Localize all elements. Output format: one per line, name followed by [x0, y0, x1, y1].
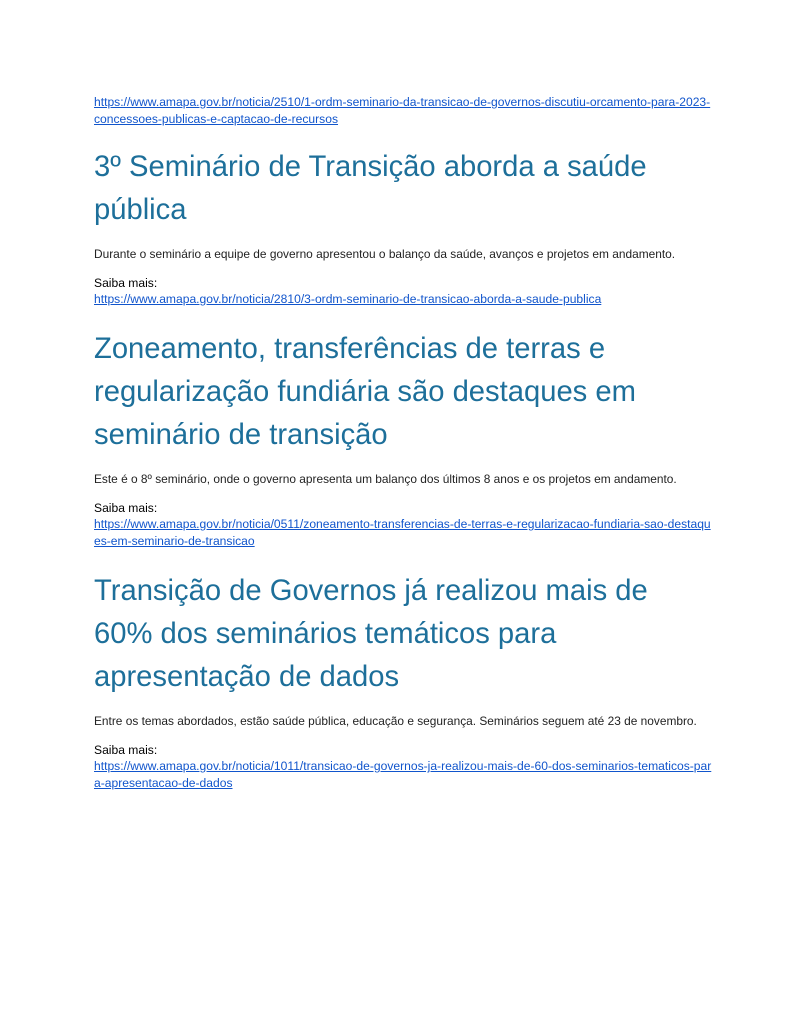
article-title: Transição de Governos já realizou mais de 60% dos seminários temáticos para apresentação de dados [94, 575, 648, 693]
article-seminarios [94, 570, 714, 792]
document-content [94, 94, 714, 792]
article-description: Durante o seminário a equipe de governo apresentou o balanço da saúde, avanços e projetos em andamento. [94, 247, 676, 261]
article-link[interactable]: https://www.amapa.gov.br/noticia/2810/3-ordm-seminario-de-transicao-aborda-a-saude-publica [94, 292, 602, 306]
article-description: Entre os temas abordados, estão saúde pública, educação e segurança. Seminários seguem até 23 de novembro. [94, 714, 697, 728]
saiba-mais-label: Saiba mais: [94, 743, 158, 757]
article-title: 3º Seminário de Transição aborda a saúde pública [94, 151, 647, 226]
article-link[interactable]: https://www.amapa.gov.br/noticia/0511/zoneamento-transferencias-de-terras-e-regularizacao-fundiaria-sao-destaques-em-seminario-de-transicao [94, 517, 711, 548]
article-zoneamento [94, 328, 714, 550]
saiba-mais-label: Saiba mais: [94, 276, 158, 290]
article-description: Este é o 8º seminário, onde o governo apresenta um balanço dos últimos 8 anos e os projetos em andamento. [94, 472, 677, 486]
article-saude [94, 146, 714, 308]
article-link[interactable]: https://www.amapa.gov.br/noticia/1011/transicao-de-governos-ja-realizou-mais-de-60-dos-seminarios-tematicos-para-apresentacao-de-dados [94, 759, 712, 790]
intro-link[interactable]: https://www.amapa.gov.br/noticia/2510/1-ordm-seminario-da-transicao-de-governos-discutiu-orcamento-para-2023-concessoes-publicas-e-captacao-de-recursos [94, 95, 711, 126]
article-title: Zoneamento, transferências de terras e regularização fundiária são destaques em seminário de transição [94, 333, 636, 451]
saiba-mais-label: Saiba mais: [94, 501, 158, 515]
